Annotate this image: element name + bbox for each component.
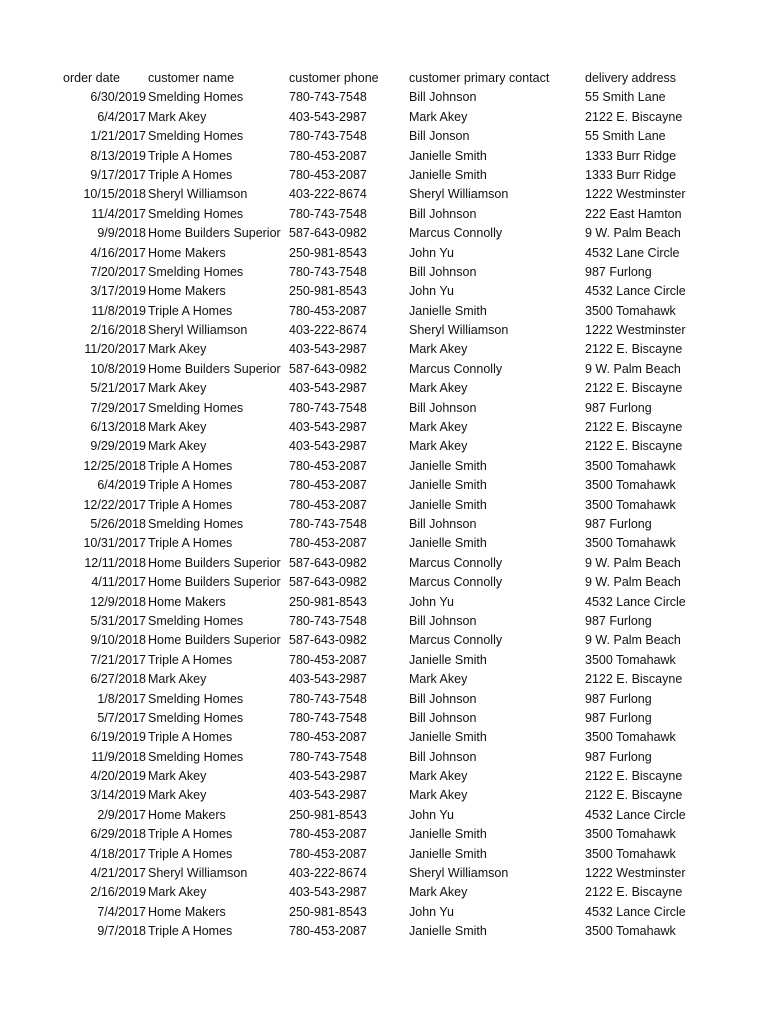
customer-name-cell[interactable]: Mark Akey: [148, 420, 207, 435]
delivery-address-cell[interactable]: 2122 E. Biscayne: [585, 769, 683, 784]
customer-phone-cell[interactable]: 780-743-7548: [289, 613, 367, 628]
customer-primary-contact-cell[interactable]: Bill Johnson: [409, 749, 477, 764]
customer-primary-contact-cell[interactable]: Marcus Connolly: [409, 633, 503, 648]
delivery-address-cell[interactable]: 3500 Tomahawk: [585, 924, 676, 939]
delivery-address-cell[interactable]: 3500 Tomahawk: [585, 827, 676, 842]
table-row: [0, 263, 768, 282]
customer-name-cell[interactable]: Triple A Homes: [148, 303, 233, 318]
table-row: [0, 302, 768, 321]
table-row: [0, 709, 768, 728]
customer-primary-contact-cell[interactable]: Bill Johnson: [409, 710, 477, 725]
customer-name-cell[interactable]: Sheryl Williamson: [148, 187, 248, 202]
customer-phone-cell[interactable]: 780-453-2087: [289, 497, 367, 512]
order-date-cell[interactable]: 11/20/2017: [84, 342, 146, 357]
order-date-cell[interactable]: 6/19/2019: [90, 730, 146, 745]
delivery-address-cell[interactable]: 1333 Burr Ridge: [585, 167, 677, 182]
delivery-address-cell[interactable]: 987 Furlong: [585, 400, 652, 415]
delivery-address-cell[interactable]: 1222 Westminster: [585, 323, 686, 338]
delivery-address-cell[interactable]: 1222 Westminster: [585, 866, 686, 881]
customer-primary-contact-cell[interactable]: John Yu: [409, 245, 454, 260]
customer-phone-cell[interactable]: 403-543-2987: [289, 420, 367, 435]
header-order-date[interactable]: order date: [63, 71, 120, 85]
customer-name-cell[interactable]: Home Builders Superior: [148, 555, 281, 570]
table-row: [0, 496, 768, 515]
customer-primary-contact-cell[interactable]: Janielle Smith: [409, 478, 487, 493]
header-customer-primary-contact[interactable]: customer primary contact: [409, 71, 550, 85]
customer-primary-contact-cell[interactable]: Janielle Smith: [409, 652, 487, 667]
order-date-cell[interactable]: 9/10/2018: [90, 633, 146, 648]
orders-sheet: [0, 69, 768, 942]
customer-primary-contact-cell[interactable]: John Yu: [409, 904, 454, 919]
table-row: [0, 883, 768, 902]
table-row: [0, 224, 768, 243]
order-date-cell[interactable]: 4/21/2017: [90, 866, 146, 881]
customer-phone-cell[interactable]: 780-453-2087: [289, 652, 367, 667]
order-date-cell[interactable]: 10/8/2019: [90, 361, 146, 376]
order-date-cell[interactable]: 10/15/2018: [83, 187, 146, 202]
order-date-cell[interactable]: 6/4/2017: [97, 109, 146, 124]
delivery-address-cell[interactable]: 987 Furlong: [585, 516, 652, 531]
customer-primary-contact-cell[interactable]: Janielle Smith: [409, 730, 487, 745]
table-row: [0, 593, 768, 612]
customer-phone-cell[interactable]: 780-453-2087: [289, 458, 367, 473]
customer-primary-contact-cell[interactable]: Sheryl Williamson: [409, 866, 509, 881]
table-row: [0, 108, 768, 127]
order-date-cell[interactable]: 1/8/2017: [97, 691, 146, 706]
customer-name-cell[interactable]: Home Makers: [148, 807, 226, 822]
order-date-cell[interactable]: 11/4/2017: [91, 206, 146, 221]
customer-primary-contact-cell[interactable]: Janielle Smith: [409, 303, 487, 318]
customer-phone-cell[interactable]: 780-453-2087: [289, 303, 367, 318]
customer-phone-cell[interactable]: 780-743-7548: [289, 90, 367, 105]
delivery-address-cell[interactable]: 222 East Hamton: [585, 206, 682, 221]
customer-phone-cell[interactable]: 250-981-8543: [289, 904, 367, 919]
order-date-cell[interactable]: 2/16/2018: [90, 323, 146, 338]
table-row: [0, 825, 768, 844]
customer-primary-contact-cell[interactable]: John Yu: [409, 807, 454, 822]
order-date-cell[interactable]: 9/17/2017: [90, 167, 146, 182]
customer-name-cell[interactable]: Triple A Homes: [148, 478, 233, 493]
customer-name-cell[interactable]: Smelding Homes: [148, 90, 244, 105]
customer-primary-contact-cell[interactable]: Janielle Smith: [409, 458, 487, 473]
delivery-address-cell[interactable]: 55 Smith Lane: [585, 90, 666, 105]
delivery-address-cell[interactable]: 3500 Tomahawk: [585, 730, 676, 745]
order-date-cell[interactable]: 4/11/2017: [91, 575, 146, 590]
customer-primary-contact-cell[interactable]: Janielle Smith: [409, 497, 487, 512]
delivery-address-cell[interactable]: 3500 Tomahawk: [585, 478, 676, 493]
customer-phone-cell[interactable]: 780-453-2087: [289, 478, 367, 493]
delivery-address-cell[interactable]: 2122 E. Biscayne: [585, 788, 683, 803]
order-date-cell[interactable]: 12/11/2018: [84, 555, 146, 570]
table-row: [0, 670, 768, 689]
customer-phone-cell[interactable]: 403-543-2987: [289, 885, 367, 900]
customer-name-cell[interactable]: Home Builders Superior: [148, 226, 281, 241]
customer-primary-contact-cell[interactable]: Marcus Connolly: [409, 575, 503, 590]
customer-name-cell[interactable]: Home Makers: [148, 594, 226, 609]
table-row: [0, 612, 768, 631]
order-date-cell[interactable]: 3/14/2019: [90, 788, 146, 803]
delivery-address-cell[interactable]: 3500 Tomahawk: [585, 536, 676, 551]
delivery-address-cell[interactable]: 55 Smith Lane: [585, 129, 666, 144]
customer-name-cell[interactable]: Home Makers: [148, 904, 226, 919]
customer-primary-contact-cell[interactable]: Mark Akey: [409, 342, 468, 357]
customer-name-cell[interactable]: Mark Akey: [148, 342, 207, 357]
order-date-cell[interactable]: 4/18/2017: [90, 846, 146, 861]
table-row: [0, 418, 768, 437]
delivery-address-cell[interactable]: 2122 E. Biscayne: [585, 439, 683, 454]
customer-primary-contact-cell[interactable]: Bill Johnson: [409, 264, 477, 279]
table-row: [0, 88, 768, 107]
delivery-address-cell[interactable]: 3500 Tomahawk: [585, 497, 676, 512]
table-row: [0, 903, 768, 922]
customer-primary-contact-cell[interactable]: Janielle Smith: [409, 924, 487, 939]
order-date-cell[interactable]: 5/26/2018: [90, 516, 146, 531]
customer-phone-cell[interactable]: 403-543-2987: [289, 342, 367, 357]
delivery-address-cell[interactable]: 4532 Lane Circle: [585, 245, 680, 260]
table-row: [0, 340, 768, 359]
customer-phone-cell[interactable]: 403-222-8674: [289, 187, 367, 202]
customer-primary-contact-cell[interactable]: Marcus Connolly: [409, 226, 503, 241]
customer-phone-cell[interactable]: 587-643-0982: [289, 361, 367, 376]
customer-name-cell[interactable]: Home Builders Superior: [148, 361, 281, 376]
customer-name-cell[interactable]: Mark Akey: [148, 439, 207, 454]
customer-phone-cell[interactable]: 780-453-2087: [289, 167, 367, 182]
table-row: [0, 205, 768, 224]
table-row: [0, 651, 768, 670]
customer-primary-contact-cell[interactable]: Mark Akey: [409, 381, 468, 396]
customer-phone-cell[interactable]: 403-543-2987: [289, 788, 367, 803]
customer-phone-cell[interactable]: 403-543-2987: [289, 439, 367, 454]
delivery-address-cell[interactable]: 2122 E. Biscayne: [585, 342, 683, 357]
order-date-cell[interactable]: 6/4/2019: [97, 478, 146, 493]
delivery-address-cell[interactable]: 2122 E. Biscayne: [585, 109, 683, 124]
delivery-address-cell[interactable]: 1333 Burr Ridge: [585, 148, 677, 163]
table-row: [0, 922, 768, 941]
table-row: [0, 244, 768, 263]
order-date-cell[interactable]: 4/16/2017: [90, 245, 146, 260]
customer-primary-contact-cell[interactable]: Sheryl Williamson: [409, 187, 509, 202]
customer-phone-cell[interactable]: 780-743-7548: [289, 206, 367, 221]
customer-name-cell[interactable]: Mark Akey: [148, 109, 207, 124]
order-date-cell[interactable]: 8/13/2019: [90, 148, 146, 163]
customer-primary-contact-cell[interactable]: Bill Johnson: [409, 516, 477, 531]
table-row: [0, 728, 768, 747]
order-date-cell[interactable]: 11/9/2018: [91, 749, 146, 764]
customer-name-cell[interactable]: Smelding Homes: [148, 691, 244, 706]
order-date-cell[interactable]: 4/20/2019: [90, 769, 146, 784]
delivery-address-cell[interactable]: 3500 Tomahawk: [585, 846, 676, 861]
order-date-cell[interactable]: 6/29/2018: [90, 827, 146, 842]
customer-name-cell[interactable]: Triple A Homes: [148, 652, 233, 667]
order-date-cell[interactable]: 12/22/2017: [83, 497, 146, 512]
customer-primary-contact-cell[interactable]: Janielle Smith: [409, 167, 487, 182]
order-date-cell[interactable]: 7/20/2017: [90, 264, 146, 279]
customer-primary-contact-cell[interactable]: John Yu: [409, 594, 454, 609]
table-row: [0, 767, 768, 786]
customer-primary-contact-cell[interactable]: Mark Akey: [409, 439, 468, 454]
delivery-address-cell[interactable]: 987 Furlong: [585, 691, 652, 706]
order-date-cell[interactable]: 5/7/2017: [97, 710, 146, 725]
table-row: [0, 864, 768, 883]
order-date-cell[interactable]: 1/21/2017: [90, 129, 146, 144]
table-row: [0, 573, 768, 592]
table-row: [0, 399, 768, 418]
customer-name-cell[interactable]: Triple A Homes: [148, 497, 233, 512]
customer-primary-contact-cell[interactable]: Mark Akey: [409, 672, 468, 687]
delivery-address-cell[interactable]: 4532 Lance Circle: [585, 594, 686, 609]
customer-name-cell[interactable]: Triple A Homes: [148, 846, 233, 861]
customer-phone-cell[interactable]: 780-453-2087: [289, 730, 367, 745]
customer-primary-contact-cell[interactable]: Bill Johnson: [409, 400, 477, 415]
table-row: [0, 690, 768, 709]
header-customer-phone[interactable]: customer phone: [289, 71, 379, 85]
order-date-cell[interactable]: 5/31/2017: [90, 613, 146, 628]
delivery-address-cell[interactable]: 9 W. Palm Beach: [585, 555, 681, 570]
customer-phone-cell[interactable]: 780-743-7548: [289, 516, 367, 531]
customer-primary-contact-cell[interactable]: Marcus Connolly: [409, 555, 503, 570]
table-row: [0, 127, 768, 146]
table-row: [0, 457, 768, 476]
customer-phone-cell[interactable]: 780-743-7548: [289, 264, 367, 279]
customer-phone-cell[interactable]: 780-743-7548: [289, 400, 367, 415]
header-delivery-address[interactable]: delivery address: [585, 71, 677, 85]
customer-name-cell[interactable]: Mark Akey: [148, 381, 207, 396]
table-row: [0, 282, 768, 301]
customer-primary-contact-cell[interactable]: Janielle Smith: [409, 846, 487, 861]
customer-primary-contact-cell[interactable]: Janielle Smith: [409, 536, 487, 551]
customer-primary-contact-cell[interactable]: Mark Akey: [409, 885, 468, 900]
customer-primary-contact-cell[interactable]: Mark Akey: [409, 788, 468, 803]
table-row: [0, 437, 768, 456]
customer-phone-cell[interactable]: 780-453-2087: [289, 827, 367, 842]
table-row: [0, 631, 768, 650]
customer-name-cell[interactable]: Smelding Homes: [148, 516, 244, 531]
customer-name-cell[interactable]: Smelding Homes: [148, 749, 244, 764]
customer-primary-contact-cell[interactable]: Mark Akey: [409, 769, 468, 784]
customer-name-cell[interactable]: Triple A Homes: [148, 827, 233, 842]
order-date-cell[interactable]: 9/9/2018: [97, 226, 146, 241]
order-date-cell[interactable]: 6/27/2018: [90, 672, 146, 687]
customer-phone-cell[interactable]: 250-981-8543: [289, 807, 367, 822]
delivery-address-cell[interactable]: 2122 E. Biscayne: [585, 672, 683, 687]
customer-name-cell[interactable]: Smelding Homes: [148, 264, 244, 279]
customer-primary-contact-cell[interactable]: Bill Johnson: [409, 206, 477, 221]
order-date-cell[interactable]: 10/31/2017: [83, 536, 146, 551]
order-date-cell[interactable]: 6/30/2019: [90, 90, 146, 105]
customer-name-cell[interactable]: Home Builders Superior: [148, 575, 281, 590]
order-date-cell[interactable]: 2/9/2017: [97, 807, 146, 822]
order-date-cell[interactable]: 6/13/2018: [90, 420, 146, 435]
delivery-address-cell[interactable]: 3500 Tomahawk: [585, 303, 676, 318]
customer-phone-cell[interactable]: 403-543-2987: [289, 109, 367, 124]
customer-name-cell[interactable]: Home Makers: [148, 284, 226, 299]
customer-phone-cell[interactable]: 780-453-2087: [289, 924, 367, 939]
customer-primary-contact-cell[interactable]: Bill Johnson: [409, 90, 477, 105]
customer-name-cell[interactable]: Triple A Homes: [148, 148, 233, 163]
order-date-cell[interactable]: 7/29/2017: [90, 400, 146, 415]
customer-phone-cell[interactable]: 780-453-2087: [289, 846, 367, 861]
order-date-cell[interactable]: 5/21/2017: [90, 381, 146, 396]
customer-primary-contact-cell[interactable]: Sheryl Williamson: [409, 323, 509, 338]
customer-phone-cell[interactable]: 587-643-0982: [289, 575, 367, 590]
delivery-address-cell[interactable]: 4532 Lance Circle: [585, 284, 686, 299]
delivery-address-cell[interactable]: 4532 Lance Circle: [585, 904, 686, 919]
delivery-address-cell[interactable]: 987 Furlong: [585, 613, 652, 628]
customer-phone-cell[interactable]: 780-743-7548: [289, 749, 367, 764]
table-row: [0, 476, 768, 495]
customer-phone-cell[interactable]: 780-743-7548: [289, 710, 367, 725]
customer-phone-cell[interactable]: 780-453-2087: [289, 148, 367, 163]
customer-phone-cell[interactable]: 780-743-7548: [289, 129, 367, 144]
table-row: [0, 786, 768, 805]
customer-primary-contact-cell[interactable]: Bill Johnson: [409, 691, 477, 706]
customer-name-cell[interactable]: Mark Akey: [148, 769, 207, 784]
header-customer-name[interactable]: customer name: [148, 71, 235, 85]
order-date-cell[interactable]: 7/4/2017: [97, 904, 146, 919]
table-row: [0, 360, 768, 379]
delivery-address-cell[interactable]: 987 Furlong: [585, 264, 652, 279]
customer-name-cell[interactable]: Triple A Homes: [148, 730, 233, 745]
customer-name-cell[interactable]: Mark Akey: [148, 672, 207, 687]
delivery-address-cell[interactable]: 9 W. Palm Beach: [585, 361, 681, 376]
order-date-cell[interactable]: 3/17/2019: [90, 284, 146, 299]
delivery-address-cell[interactable]: 9 W. Palm Beach: [585, 575, 681, 590]
customer-name-cell[interactable]: Mark Akey: [148, 885, 207, 900]
delivery-address-cell[interactable]: 987 Furlong: [585, 749, 652, 764]
order-date-cell[interactable]: 7/21/2017: [90, 652, 146, 667]
table-row: [0, 534, 768, 553]
customer-name-cell[interactable]: Triple A Homes: [148, 458, 233, 473]
table-row: [0, 845, 768, 864]
delivery-address-cell[interactable]: 2122 E. Biscayne: [585, 885, 683, 900]
customer-primary-contact-cell[interactable]: Mark Akey: [409, 109, 468, 124]
customer-phone-cell[interactable]: 780-743-7548: [289, 691, 367, 706]
delivery-address-cell[interactable]: 1222 Westminster: [585, 187, 686, 202]
delivery-address-cell[interactable]: 987 Furlong: [585, 710, 652, 725]
customer-name-cell[interactable]: Home Builders Superior: [148, 633, 281, 648]
table-row: [0, 321, 768, 340]
customer-name-cell[interactable]: Triple A Homes: [148, 924, 233, 939]
table-row: [0, 166, 768, 185]
table-row: [0, 147, 768, 166]
table-row: [0, 748, 768, 767]
customer-primary-contact-cell[interactable]: Janielle Smith: [409, 827, 487, 842]
order-date-cell[interactable]: 2/16/2019: [90, 885, 146, 900]
delivery-address-cell[interactable]: 9 W. Palm Beach: [585, 633, 681, 648]
customer-phone-cell[interactable]: 587-643-0982: [289, 226, 367, 241]
order-date-cell[interactable]: 12/25/2018: [83, 458, 146, 473]
delivery-address-cell[interactable]: 2122 E. Biscayne: [585, 420, 683, 435]
table-row: [0, 185, 768, 204]
customer-primary-contact-cell[interactable]: Mark Akey: [409, 420, 468, 435]
delivery-address-cell[interactable]: 3500 Tomahawk: [585, 458, 676, 473]
customer-name-cell[interactable]: Triple A Homes: [148, 536, 233, 551]
table-row: [0, 806, 768, 825]
customer-name-cell[interactable]: Sheryl Williamson: [148, 866, 248, 881]
customer-primary-contact-cell[interactable]: Marcus Connolly: [409, 361, 503, 376]
customer-name-cell[interactable]: Smelding Homes: [148, 129, 244, 144]
customer-name-cell[interactable]: Sheryl Williamson: [148, 323, 248, 338]
delivery-address-cell[interactable]: 3500 Tomahawk: [585, 652, 676, 667]
customer-name-cell[interactable]: Smelding Homes: [148, 206, 244, 221]
customer-primary-contact-cell[interactable]: John Yu: [409, 284, 454, 299]
order-date-cell[interactable]: 11/8/2019: [91, 303, 146, 318]
delivery-address-cell[interactable]: 4532 Lance Circle: [585, 807, 686, 822]
header-row: [0, 69, 768, 88]
customer-name-cell[interactable]: Home Makers: [148, 245, 226, 260]
order-date-cell[interactable]: 9/7/2018: [97, 924, 146, 939]
customer-phone-cell[interactable]: 403-222-8674: [289, 323, 367, 338]
customer-name-cell[interactable]: Triple A Homes: [148, 167, 233, 182]
customer-name-cell[interactable]: Smelding Homes: [148, 710, 244, 725]
customer-phone-cell[interactable]: 250-981-8543: [289, 594, 367, 609]
customer-phone-cell[interactable]: 403-543-2987: [289, 769, 367, 784]
table-body: [0, 88, 768, 941]
customer-name-cell[interactable]: Smelding Homes: [148, 613, 244, 628]
customer-phone-cell[interactable]: 250-981-8543: [289, 284, 367, 299]
table-row: [0, 379, 768, 398]
customer-phone-cell[interactable]: 403-543-2987: [289, 672, 367, 687]
customer-name-cell[interactable]: Smelding Homes: [148, 400, 244, 415]
order-date-cell[interactable]: 9/29/2019: [90, 439, 146, 454]
customer-primary-contact-cell[interactable]: Bill Jonson: [409, 129, 470, 144]
customer-phone-cell[interactable]: 250-981-8543: [289, 245, 367, 260]
customer-name-cell[interactable]: Mark Akey: [148, 788, 207, 803]
order-date-cell[interactable]: 12/9/2018: [90, 594, 146, 609]
customer-phone-cell[interactable]: 587-643-0982: [289, 633, 367, 648]
customer-phone-cell[interactable]: 403-543-2987: [289, 381, 367, 396]
customer-primary-contact-cell[interactable]: Janielle Smith: [409, 148, 487, 163]
customer-phone-cell[interactable]: 587-643-0982: [289, 555, 367, 570]
customer-phone-cell[interactable]: 403-222-8674: [289, 866, 367, 881]
delivery-address-cell[interactable]: 2122 E. Biscayne: [585, 381, 683, 396]
delivery-address-cell[interactable]: 9 W. Palm Beach: [585, 226, 681, 241]
table-row: [0, 515, 768, 534]
table-row: [0, 554, 768, 573]
customer-primary-contact-cell[interactable]: Bill Johnson: [409, 613, 477, 628]
customer-phone-cell[interactable]: 780-453-2087: [289, 536, 367, 551]
